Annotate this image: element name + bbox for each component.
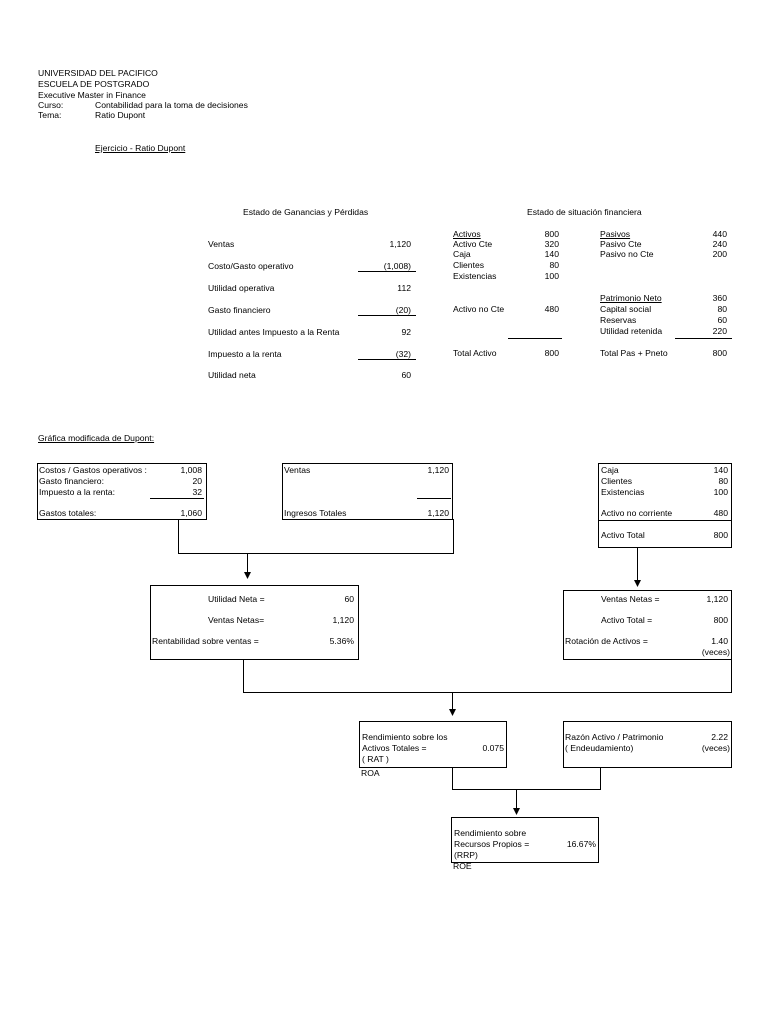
bs-asset-value: 140 [544,249,559,259]
turnover-net-sales-label: Ventas Netas = [601,594,660,604]
is-row-label: Gasto financiero [208,305,271,315]
leverage-line2: ( Endeudamiento) [565,743,634,753]
roa-line1: Rendimiento sobre los [362,732,448,742]
leverage-value: 2.22 [711,732,728,742]
bs-equity-value: 60 [717,315,727,325]
bs-liability-value: 240 [712,239,727,249]
bs-asset-label: Existencias [453,271,497,281]
roa-box [359,721,507,768]
bs-asset-value: 80 [549,260,559,270]
roe-line2: Recursos Propios = [454,839,530,849]
costs-total-label: Gastos totales: [39,508,97,518]
turnover-total-assets-value: 800 [713,615,728,625]
net-income-value: 60 [344,594,354,604]
roe-caption: ROE [453,861,472,871]
net-income-label: Utilidad Neta = [208,594,265,604]
subtotal-rule [599,520,731,521]
assets-header: Activos [453,229,481,239]
is-row-label: Ventas [208,239,235,249]
bs-total-assets-value: 800 [544,348,559,358]
subtotal-rule [417,498,451,499]
sales-box [282,463,453,520]
bs-liability-label: Pasivo Cte [600,239,642,249]
is-row-label: Utilidad operativa [208,283,275,293]
income-statement-title: Estado de Ganancias y Pérdidas [243,207,369,217]
subtotal-rule [150,498,204,499]
bs-asset-value: 320 [544,239,559,249]
roe-box [451,817,599,863]
is-row-label: Costo/Gasto operativo [208,261,294,271]
costs-row-value: 20 [192,476,202,486]
total-income-value: 1,120 [427,508,449,518]
bs-equity-value: 220 [712,326,727,336]
assets-row-label: Clientes [601,476,633,486]
bs-equity-value: 80 [717,304,727,314]
roa-caption: ROA [361,768,380,778]
balance-sheet-title: Estado de situación financiera [527,207,642,217]
school-name: ESCUELA DE POSTGRADO [38,79,150,89]
bs-asset-label: Activo Cte [453,239,493,249]
net-sales-label: Ventas Netas= [208,615,265,625]
university-name: UNIVERSIDAD DEL PACIFICO [38,68,158,78]
bs-total-assets-label: Total Activo [453,348,497,358]
costs-row-label: Impuesto a la renta: [39,487,115,497]
assets-row-label: Existencias [601,487,645,497]
bs-total-liab-equity-label: Total Pas + Pneto [600,348,668,358]
assets-non-current-label: Activo no corriente [601,508,673,518]
turnover-net-sales-value: 1,120 [706,594,728,604]
return-on-sales-value: 5.36% [329,636,354,646]
bs-equity-label: Reservas [600,315,637,325]
bs-total-liab-equity-value: 800 [712,348,727,358]
dupont-title: Gráfica modificada de Dupont: [38,433,155,443]
leverage-box [563,721,732,768]
assets-non-current-value: 480 [713,508,728,518]
roa-line3: ( RAT ) [362,754,389,764]
leverage-line1: Razón Activo / Patrimonio [565,732,664,742]
is-row-value: (32) [395,349,411,359]
assets-header-value: 800 [544,229,559,239]
assets-total-label: Activo Total [601,530,645,540]
is-row-value: 60 [401,370,411,380]
roe-line3: (RRP) [454,850,478,860]
costs-row-value: 1,008 [180,465,202,475]
is-row-value: 92 [401,327,411,337]
roa-value: 0.075 [482,743,504,753]
costs-row-label: Costos / Gastos operativos : [39,465,147,475]
bs-equity-label: Capital social [600,304,652,314]
asset-turnover-label: Rotación de Activos = [565,636,648,646]
net-sales-value: 1,120 [332,615,354,625]
total-income-label: Ingresos Totales [284,508,347,518]
is-row-label: Utilidad neta [208,370,256,380]
equity-header-value: 360 [712,293,727,303]
bs-non-current-value: 480 [544,304,559,314]
sales-label: Ventas [284,465,311,475]
assets-box [598,463,732,548]
costs-box [37,463,207,520]
turnover-total-assets-label: Activo Total = [601,615,653,625]
return-on-sales-label: Rentabilidad sobre ventas = [152,636,259,646]
is-row-value: (1,008) [383,261,411,271]
is-row-value: 112 [397,283,411,293]
assets-row-value: 140 [713,465,728,475]
assets-row-label: Caja [601,465,619,475]
asset-turnover-value: 1.40 [711,636,728,646]
costs-total-value: 1,060 [180,508,202,518]
bs-equity-label: Utilidad retenida [600,326,663,336]
roe-value: 16.67% [566,839,596,849]
bs-asset-label: Clientes [453,260,485,270]
is-row-value: (20) [395,305,411,315]
net-margin-box [150,585,359,660]
is-row-value: 1,120 [389,239,411,249]
program-name: Executive Master in Finance [38,90,146,100]
assets-row-value: 80 [718,476,728,486]
costs-row-value: 32 [192,487,202,497]
asset-turnover-unit: (veces) [701,647,730,657]
bs-asset-value: 100 [544,271,559,281]
bs-liability-label: Pasivo no Cte [600,249,654,259]
assets-row-value: 100 [713,487,728,497]
liabilities-header-value: 440 [712,229,727,239]
bs-asset-label: Caja [453,249,471,259]
equity-header: Patrimonio Neto [600,293,662,303]
liabilities-header: Pasivos [600,229,631,239]
costs-row-label: Gasto financiero: [39,476,104,486]
bs-non-current-label: Activo no Cte [453,304,505,314]
leverage-unit: (veces) [701,743,730,753]
course-label: Curso: [38,100,64,110]
exercise-title: Ejercicio - Ratio Dupont [95,143,186,153]
roe-line1: Rendimiento sobre [454,828,527,838]
assets-total-value: 800 [713,530,728,540]
topic-label: Tema: [38,110,62,120]
is-row-label: Utilidad antes Impuesto a la Renta [208,327,340,337]
bs-liability-value: 200 [712,249,727,259]
course-value: Contabilidad para la toma de decisiones [95,100,248,110]
asset-turnover-box [563,590,732,660]
topic-value: Ratio Dupont [95,110,146,120]
is-row-label: Impuesto a la renta [208,349,282,359]
sales-value: 1,120 [427,465,449,475]
roa-line2: Activos Totales = [362,743,427,753]
